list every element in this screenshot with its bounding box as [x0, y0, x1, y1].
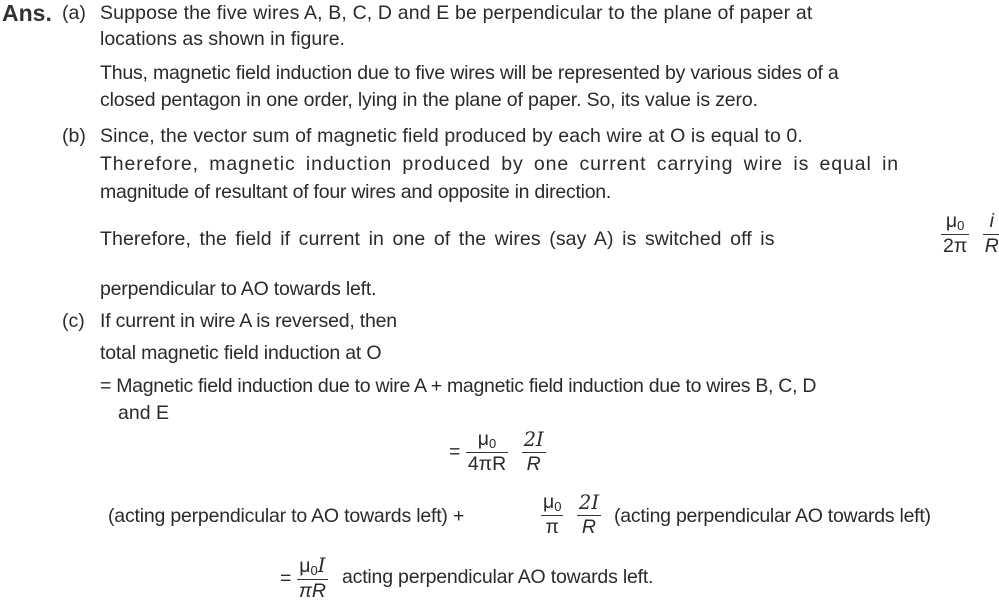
fraction-2I-over-R: $\frac{2I}{R}$: [523, 428, 544, 475]
fraction-i-over-R: $\frac{i}{R}$: [984, 210, 999, 257]
formula-sum: [541, 493, 601, 538]
part-c-line2: total magnetic field induction at O: [100, 342, 382, 364]
fraction-mu0-over-4piR: $\frac{\mu_0}{4\pi R}$: [467, 428, 507, 475]
part-b-line1: Since, the vector sum of magnetic field produced by each wire at O is equal to 0.: [100, 125, 803, 147]
formula-final: = $\frac{\mu_0I}{\pi R}$: [280, 554, 326, 602]
part-b-label: (b): [62, 125, 86, 147]
part-a-line4: closed pentagon in one order, lying in the plane of paper. So, its value is zero.: [100, 89, 758, 111]
fraction-mu0-over-pi: $\frac{\mu_0}{\pi}$: [543, 491, 562, 538]
fraction-mu0-over-2pi: $\frac{\mu_0}{2\pi}$: [943, 210, 968, 257]
part-a-label: (a): [62, 2, 86, 24]
part-c-line4: and E: [118, 402, 169, 424]
part-a-line3: Thus, magnetic field induction due to five wires will be represented by various sides of a: [100, 62, 839, 84]
fraction-2I-over-R-2: $\frac{2I}{R}$: [578, 491, 600, 538]
part-c-line6: acting perpendicular AO towards left.: [342, 566, 654, 588]
formula-resultant: = $\frac{\mu_0}{4\pi R}$ $\frac{2I}{R}$: [449, 428, 544, 475]
part-c-line5-left: (acting perpendicular to AO towards left) +: [108, 505, 465, 527]
part-c-label: (c): [62, 310, 85, 332]
part-c-line3: = Magnetic field induction due to wire A + magnetic field induction due to wires B, C, D: [100, 375, 817, 397]
answer-label: Ans.: [2, 0, 52, 26]
part-b-line2: Therefore, magnetic induction produced by one current carrying wire is equal in: [100, 153, 900, 175]
part-b-line4: Therefore, the field if current in one of the wires (say A) is switched off is: [100, 228, 775, 250]
fraction-mu0I-over-piR: $\frac{\mu_0I}{\pi R}$: [298, 554, 326, 602]
formula-field-off: [941, 212, 999, 257]
part-b-line5: perpendicular to AO towards left.: [100, 278, 377, 300]
part-a-line2: locations as shown in figure.: [100, 28, 345, 50]
part-a-line1: Suppose the five wires A, B, C, D and E be perpendicular to the plane of paper at: [100, 2, 813, 24]
part-b-line3: magnitude of resultant of four wires and opposite in direction.: [100, 181, 612, 203]
part-c-line5-right: (acting perpendicular AO towards left): [614, 505, 931, 527]
part-c-line1: If current in wire A is reversed, then: [100, 310, 397, 332]
